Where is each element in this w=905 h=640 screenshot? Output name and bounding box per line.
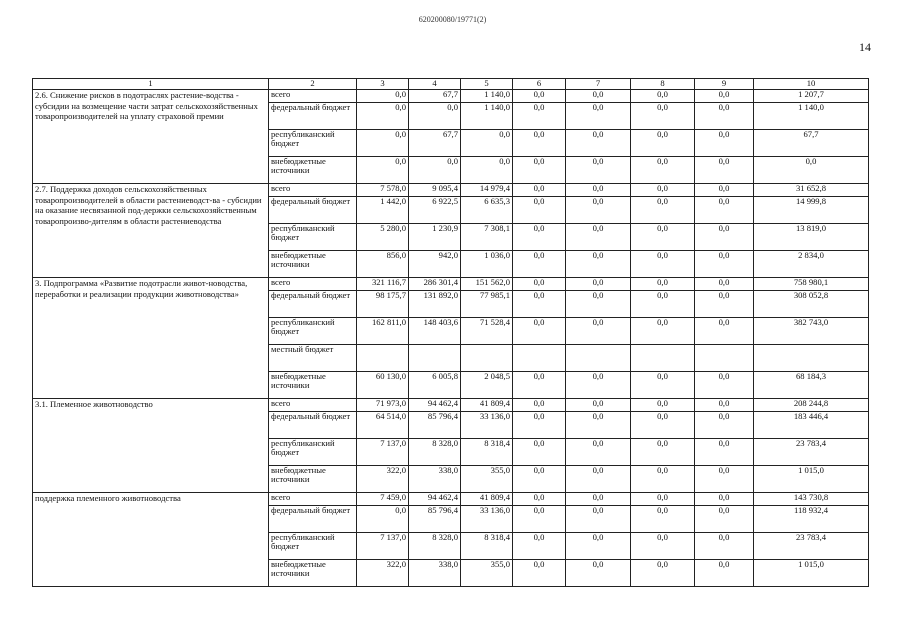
value-cell: 1 442,0 <box>357 197 409 224</box>
value-cell: 8 328,0 <box>409 533 461 560</box>
value-cell: 0,0 <box>631 157 695 184</box>
value-cell: 355,0 <box>461 560 513 587</box>
measure-name-cell: 3. Подпрограмма «Развитие подотрасли живот-новодства, переработки и реализации продукции животноводства» <box>33 278 269 399</box>
value-cell: 0,0 <box>695 157 754 184</box>
value-cell: 0,0 <box>513 506 566 533</box>
column-header: 2 <box>269 79 357 90</box>
value-cell: 41 809,4 <box>461 493 513 506</box>
value-cell: 0,0 <box>695 372 754 399</box>
value-cell: 286 301,4 <box>409 278 461 291</box>
value-cell: 0,0 <box>357 90 409 103</box>
value-cell: 0,0 <box>631 90 695 103</box>
value-cell: 308 052,8 <box>754 291 869 318</box>
value-cell: 0,0 <box>695 278 754 291</box>
value-cell: 0,0 <box>513 184 566 197</box>
value-cell: 0,0 <box>513 157 566 184</box>
funding-source-cell: внебюджетные источники <box>269 372 357 399</box>
funding-source-cell: всего <box>269 278 357 291</box>
value-cell <box>631 345 695 372</box>
table-body <box>33 90 869 587</box>
value-cell: 942,0 <box>409 251 461 278</box>
column-header: 5 <box>461 79 513 90</box>
value-cell: 94 462,4 <box>409 493 461 506</box>
value-cell: 0,0 <box>631 103 695 130</box>
value-cell: 0,0 <box>631 439 695 466</box>
value-cell: 23 783,4 <box>754 533 869 560</box>
table-row <box>33 399 869 412</box>
value-cell: 0,0 <box>409 157 461 184</box>
value-cell: 355,0 <box>461 466 513 493</box>
value-cell: 0,0 <box>566 493 631 506</box>
value-cell: 0,0 <box>513 533 566 560</box>
value-cell: 1 140,0 <box>754 103 869 130</box>
funding-source-cell: местный бюджет <box>269 345 357 372</box>
value-cell: 0,0 <box>695 90 754 103</box>
value-cell: 7 308,1 <box>461 224 513 251</box>
value-cell: 0,0 <box>631 399 695 412</box>
column-header: 6 <box>513 79 566 90</box>
value-cell: 0,0 <box>695 466 754 493</box>
value-cell: 0,0 <box>631 506 695 533</box>
value-cell: 338,0 <box>409 466 461 493</box>
value-cell: 0,0 <box>566 399 631 412</box>
budget-table <box>32 78 869 587</box>
value-cell: 0,0 <box>631 224 695 251</box>
value-cell: 7 459,0 <box>357 493 409 506</box>
value-cell: 382 743,0 <box>754 318 869 345</box>
table-row <box>33 184 869 197</box>
value-cell: 0,0 <box>513 372 566 399</box>
value-cell: 23 783,4 <box>754 439 869 466</box>
funding-source-cell: внебюджетные источники <box>269 466 357 493</box>
value-cell: 0,0 <box>631 197 695 224</box>
value-cell: 6 005,8 <box>409 372 461 399</box>
value-cell: 0,0 <box>566 506 631 533</box>
value-cell: 6 635,3 <box>461 197 513 224</box>
value-cell: 9 095,4 <box>409 184 461 197</box>
value-cell: 8 328,0 <box>409 439 461 466</box>
value-cell <box>695 345 754 372</box>
funding-source-cell: внебюджетные источники <box>269 251 357 278</box>
value-cell: 0,0 <box>754 157 869 184</box>
value-cell: 0,0 <box>513 399 566 412</box>
value-cell: 6 922,5 <box>409 197 461 224</box>
value-cell: 0,0 <box>695 493 754 506</box>
value-cell: 0,0 <box>461 130 513 157</box>
value-cell: 0,0 <box>513 103 566 130</box>
value-cell: 758 980,1 <box>754 278 869 291</box>
value-cell: 0,0 <box>695 533 754 560</box>
value-cell: 338,0 <box>409 560 461 587</box>
funding-source-cell: республиканский бюджет <box>269 224 357 251</box>
value-cell: 1 036,0 <box>461 251 513 278</box>
value-cell: 0,0 <box>513 130 566 157</box>
page-number: 14 <box>859 40 871 54</box>
column-header: 3 <box>357 79 409 90</box>
value-cell: 0,0 <box>631 493 695 506</box>
value-cell: 1 207,7 <box>754 90 869 103</box>
column-header: 9 <box>695 79 754 90</box>
value-cell: 0,0 <box>695 506 754 533</box>
value-cell: 5 280,0 <box>357 224 409 251</box>
value-cell: 0,0 <box>695 224 754 251</box>
value-cell: 0,0 <box>566 318 631 345</box>
value-cell: 0,0 <box>631 318 695 345</box>
funding-source-cell: внебюджетные источники <box>269 560 357 587</box>
measure-name-cell: 2.6. Снижение рисков в подотраслях растение-водства - субсидии на возмещение части затрат сельскохозяйственных товаропроизводителей на уплату страховой премии <box>33 90 269 184</box>
value-cell: 85 796,4 <box>409 506 461 533</box>
value-cell: 0,0 <box>695 412 754 439</box>
value-cell: 41 809,4 <box>461 399 513 412</box>
value-cell: 0,0 <box>566 560 631 587</box>
value-cell: 0,0 <box>566 157 631 184</box>
funding-source-cell: республиканский бюджет <box>269 318 357 345</box>
funding-source-cell: федеральный бюджет <box>269 197 357 224</box>
value-cell <box>461 345 513 372</box>
value-cell: 0,0 <box>566 224 631 251</box>
value-cell: 0,0 <box>695 399 754 412</box>
value-cell <box>357 345 409 372</box>
value-cell: 0,0 <box>695 130 754 157</box>
value-cell: 1 015,0 <box>754 466 869 493</box>
value-cell: 0,0 <box>461 157 513 184</box>
value-cell: 7 137,0 <box>357 533 409 560</box>
column-header: 7 <box>566 79 631 90</box>
value-cell: 0,0 <box>566 533 631 560</box>
value-cell: 0,0 <box>513 251 566 278</box>
value-cell: 0,0 <box>357 130 409 157</box>
funding-source-cell: республиканский бюджет <box>269 439 357 466</box>
funding-source-cell: федеральный бюджет <box>269 412 357 439</box>
value-cell: 0,0 <box>695 291 754 318</box>
value-cell: 0,0 <box>357 506 409 533</box>
value-cell: 98 175,7 <box>357 291 409 318</box>
value-cell: 2 834,0 <box>754 251 869 278</box>
value-cell: 0,0 <box>631 291 695 318</box>
value-cell: 151 562,0 <box>461 278 513 291</box>
value-cell: 321 116,7 <box>357 278 409 291</box>
value-cell: 0,0 <box>631 184 695 197</box>
value-cell: 131 892,0 <box>409 291 461 318</box>
value-cell: 0,0 <box>631 560 695 587</box>
value-cell: 0,0 <box>513 90 566 103</box>
value-cell: 33 136,0 <box>461 506 513 533</box>
document-code: 620200080/19771(2) <box>418 15 487 24</box>
value-cell: 0,0 <box>695 184 754 197</box>
value-cell <box>409 345 461 372</box>
value-cell: 0,0 <box>513 412 566 439</box>
value-cell: 0,0 <box>513 224 566 251</box>
value-cell: 13 819,0 <box>754 224 869 251</box>
value-cell: 1 140,0 <box>461 90 513 103</box>
value-cell: 0,0 <box>695 439 754 466</box>
value-cell: 856,0 <box>357 251 409 278</box>
value-cell: 0,0 <box>513 560 566 587</box>
value-cell: 0,0 <box>513 291 566 318</box>
value-cell: 0,0 <box>566 439 631 466</box>
value-cell: 0,0 <box>695 318 754 345</box>
value-cell: 33 136,0 <box>461 412 513 439</box>
table-header-row <box>33 79 869 90</box>
funding-source-cell: всего <box>269 90 357 103</box>
value-cell: 2 048,5 <box>461 372 513 399</box>
value-cell <box>566 345 631 372</box>
value-cell: 162 811,0 <box>357 318 409 345</box>
value-cell: 0,0 <box>566 372 631 399</box>
value-cell: 85 796,4 <box>409 412 461 439</box>
value-cell: 67,7 <box>409 90 461 103</box>
value-cell: 67,7 <box>409 130 461 157</box>
column-header: 10 <box>754 79 869 90</box>
value-cell: 7 137,0 <box>357 439 409 466</box>
value-cell: 0,0 <box>409 103 461 130</box>
value-cell: 0,0 <box>566 184 631 197</box>
column-header: 1 <box>33 79 269 90</box>
measure-name-cell: 2.7. Поддержка доходов сельскохозяйственных товаропроизводителей в области растениеводст-ва - субсидии на оказание несвязанной под-держки сельскохозяйственным товаропроизво-дителям в области растениеводства <box>33 184 269 278</box>
value-cell: 68 184,3 <box>754 372 869 399</box>
value-cell: 0,0 <box>513 466 566 493</box>
value-cell: 0,0 <box>566 90 631 103</box>
value-cell: 143 730,8 <box>754 493 869 506</box>
funding-source-cell: внебюджетные источники <box>269 157 357 184</box>
value-cell: 8 318,4 <box>461 533 513 560</box>
value-cell: 0,0 <box>631 372 695 399</box>
funding-source-cell: федеральный бюджет <box>269 291 357 318</box>
value-cell: 14 999,8 <box>754 197 869 224</box>
value-cell: 7 578,0 <box>357 184 409 197</box>
value-cell: 0,0 <box>631 412 695 439</box>
funding-source-cell: республиканский бюджет <box>269 533 357 560</box>
value-cell: 71 973,0 <box>357 399 409 412</box>
value-cell: 183 446,4 <box>754 412 869 439</box>
table-row <box>33 278 869 291</box>
value-cell: 148 403,6 <box>409 318 461 345</box>
funding-source-cell: федеральный бюджет <box>269 103 357 130</box>
value-cell: 67,7 <box>754 130 869 157</box>
value-cell: 0,0 <box>566 251 631 278</box>
value-cell: 0,0 <box>631 130 695 157</box>
value-cell: 0,0 <box>566 278 631 291</box>
value-cell: 0,0 <box>566 291 631 318</box>
value-cell: 71 528,4 <box>461 318 513 345</box>
column-header: 4 <box>409 79 461 90</box>
funding-source-cell: всего <box>269 184 357 197</box>
value-cell: 60 130,0 <box>357 372 409 399</box>
funding-source-cell: всего <box>269 493 357 506</box>
value-cell: 0,0 <box>357 157 409 184</box>
value-cell: 94 462,4 <box>409 399 461 412</box>
value-cell: 0,0 <box>513 318 566 345</box>
value-cell: 0,0 <box>566 103 631 130</box>
value-cell: 0,0 <box>566 412 631 439</box>
value-cell: 0,0 <box>695 197 754 224</box>
measure-name-cell: 3.1. Племенное животноводство <box>33 399 269 493</box>
value-cell: 0,0 <box>513 493 566 506</box>
value-cell: 0,0 <box>566 466 631 493</box>
funding-source-cell: федеральный бюджет <box>269 506 357 533</box>
value-cell: 322,0 <box>357 560 409 587</box>
funding-source-cell: республиканский бюджет <box>269 130 357 157</box>
value-cell: 1 230,9 <box>409 224 461 251</box>
value-cell: 0,0 <box>631 251 695 278</box>
value-cell: 0,0 <box>631 533 695 560</box>
value-cell: 1 140,0 <box>461 103 513 130</box>
value-cell: 0,0 <box>695 560 754 587</box>
value-cell: 208 244,8 <box>754 399 869 412</box>
value-cell <box>754 345 869 372</box>
value-cell: 0,0 <box>695 251 754 278</box>
value-cell <box>513 345 566 372</box>
value-cell: 77 985,1 <box>461 291 513 318</box>
measure-name-cell: поддержка племенного животноводства <box>33 493 269 587</box>
value-cell: 0,0 <box>631 278 695 291</box>
value-cell: 0,0 <box>513 439 566 466</box>
value-cell: 14 979,4 <box>461 184 513 197</box>
column-header: 8 <box>631 79 695 90</box>
value-cell: 8 318,4 <box>461 439 513 466</box>
value-cell: 118 932,4 <box>754 506 869 533</box>
value-cell: 1 015,0 <box>754 560 869 587</box>
value-cell: 0,0 <box>631 466 695 493</box>
funding-source-cell: всего <box>269 399 357 412</box>
value-cell: 0,0 <box>695 103 754 130</box>
value-cell: 0,0 <box>566 130 631 157</box>
value-cell: 31 652,8 <box>754 184 869 197</box>
value-cell: 0,0 <box>513 197 566 224</box>
value-cell: 64 514,0 <box>357 412 409 439</box>
value-cell: 322,0 <box>357 466 409 493</box>
table-row <box>33 493 869 506</box>
value-cell: 0,0 <box>513 278 566 291</box>
table-row <box>33 90 869 103</box>
value-cell: 0,0 <box>566 197 631 224</box>
value-cell: 0,0 <box>357 103 409 130</box>
